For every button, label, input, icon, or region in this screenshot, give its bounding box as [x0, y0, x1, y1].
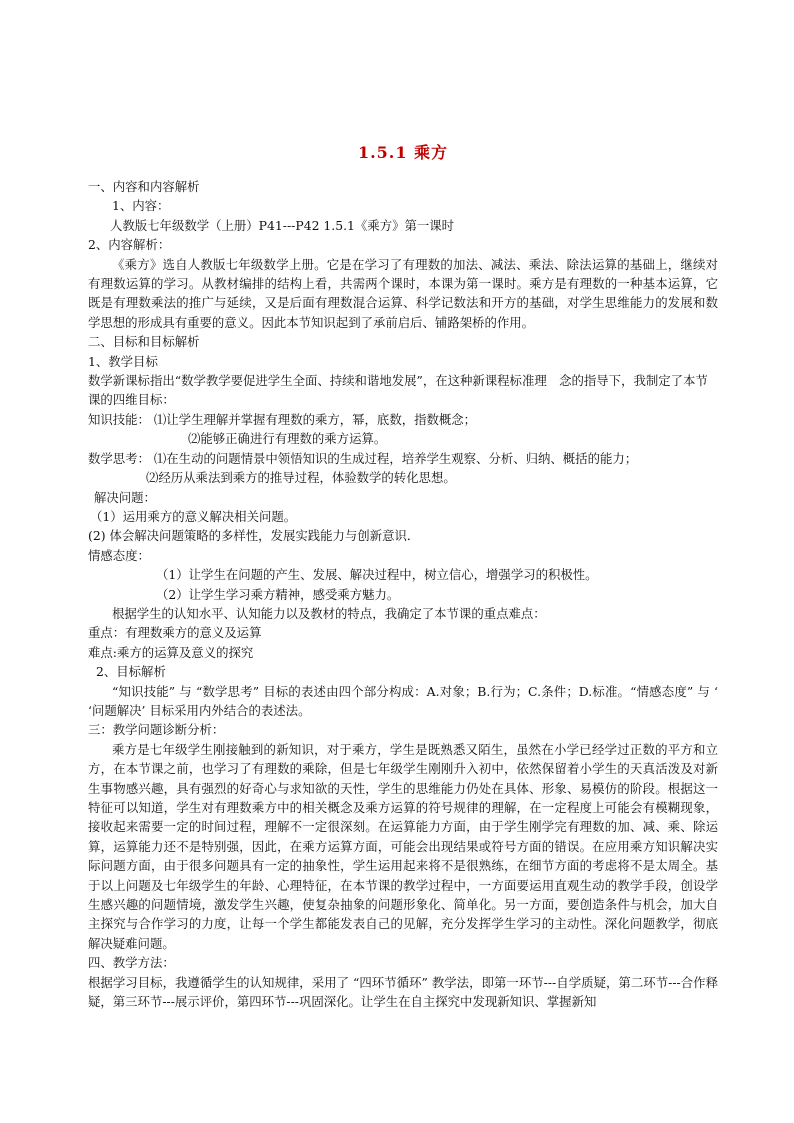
text-line: ⑵经历从乘法到乘方的推导过程，体验数学的转化思想。: [146, 470, 456, 486]
text-line: （1）让学生在问题的产生、发展、解决过程中，树立信心，增强学习的积极性。: [156, 567, 598, 583]
section-heading: 三：教学问题诊断分析：: [88, 722, 225, 738]
text-line: ⑵能够正确进行有理数的乘方运算。: [188, 431, 387, 447]
text-line: 情感态度：: [88, 547, 150, 563]
paragraph: 乘方是七年级学生刚接触到的新知识，对于乘方，学生是既熟悉又陌生，虽然在小学已经学过正数的平方和立方，在本节课之前，也学习了有理数的乘除，但是七年级学生刚刚升入初中，依然保留着小学生的天真活泼及对新生事物感兴趣，具有强烈的好奇心与求知欲的天性，学生的思维能力仍处在具体、形象、易模仿的阶段。根据这一特征可以知道，学生对有理数乘方中的相关概念及乘方运算的符号规律的理解，在一定程度上可能会有模糊现象，接收起来需要一定的时间过程，理解不一定很深刻。在运算能力方面，由于学生刚学完有理数的加、减、乘、除运算，运算能力还不是特别强，因此，在乘方运算方面，可能会出现结果或符号方面的错误。在应用乘方知识解决实际问题方面，由于很多问题具有一定的抽象性，学生运用起来将不是很熟练，在细节方面的考虑将不是太周全。基于以上问题及七年级学生的年龄、心理特征，在本节课的教学过程中，一方面要运用直观生动的教学手段，创设学生感兴趣的问题情境，激发学生兴趣，使复杂抽象的问题形象化、简单化。另一方面，要创造条件与机会，加大自主探究与合作学习的力度，让每一个学生都能发表自己的见解，充分发挥学生学习的主动性。深化问题教学，彻底解决疑难问题。: [88, 741, 718, 951]
text-line: 难点:乘方的运算及意义的探究: [88, 644, 254, 660]
paragraph: 数学新课标指出“数学教学要促进学生全面、持续和谐地发展”，在这种新课程标准理 念的指导下，我制定了本节课的四维目标：: [88, 373, 708, 408]
paragraph: 《乘方》选自人教版七年级数学上册。它是在学习了有理数的加法、减法、乘法、除法运算的基础上，继续对有理数运算的学习。从教材编排的结构上看，共需两个课时，本课为第一课时。乘方是有理数的一种基本运算，它既是有理数乘法的推广与延续，又是后面有理数混合运算、科学记数法和开方的基础，对学生思维能力的发展和数学思想的形成具有重要的意义。因此本节知识起到了承前启后、铺路架桥的作用。: [88, 256, 718, 330]
text-line: (2) 体会解决问题策略的多样性，发展实践能力与创新意识．: [88, 528, 420, 544]
text-line: （1）运用乘方的意义解决相关问题。: [90, 508, 297, 524]
section-heading: 二、目标和目标解析: [88, 334, 200, 350]
page-title: 1.5.1 乘方: [357, 143, 449, 162]
text-line: 知识技能： ⑴让学生理解并掌握有理数的乘方，幂，底数，指数概念；: [88, 411, 477, 427]
text-line: （2）让学生学习乘方精神，感受乘方魅力。: [156, 586, 400, 602]
section-heading: 四、教学方法：: [88, 955, 175, 971]
subheading: 2、内容解析：: [88, 237, 171, 253]
text-line: 根据学生的认知水平、认知能力以及教材的特点，我确定了本节课的重点难点：: [112, 605, 546, 621]
subheading: 1、教学目标: [88, 353, 158, 369]
text-line: 重点：有理数乘方的意义及运算: [88, 625, 262, 641]
section-heading: 一、内容和内容解析: [88, 179, 200, 194]
text-line: 人教版七年级数学（上册）P41---P42 1.5.1《乘方》第一课时: [110, 217, 455, 233]
text-line: 数学思考： ⑴在生动的问题情景中领悟知识的生成过程，培养学生观察、分析、归纳、概括的能力；: [88, 450, 638, 466]
text-line: 解决问题：: [94, 489, 156, 505]
paragraph: 根据学习目标，我遵循学生的认知规律，采用了 “四环节循环” 教学法，即第一环节---自学质疑，第二环节---合作释疑，第三环节---展示评价，第四环节---巩固深化。让学生在自主探究中发现新知识、掌握新知: [88, 974, 718, 1010]
subheading: 2、目标解析: [96, 664, 166, 680]
subheading: 1、内容：: [112, 198, 170, 214]
paragraph: “知识技能” 与 “数学思考” 目标的表述由四个部分构成：A.对象；B.行为；C.条件；D.标准。“情感态度” 与 ‘ ‘问题解决’ 目标采用内外结合的表述法。: [88, 683, 718, 718]
document-page: [88, 140, 718, 1011]
